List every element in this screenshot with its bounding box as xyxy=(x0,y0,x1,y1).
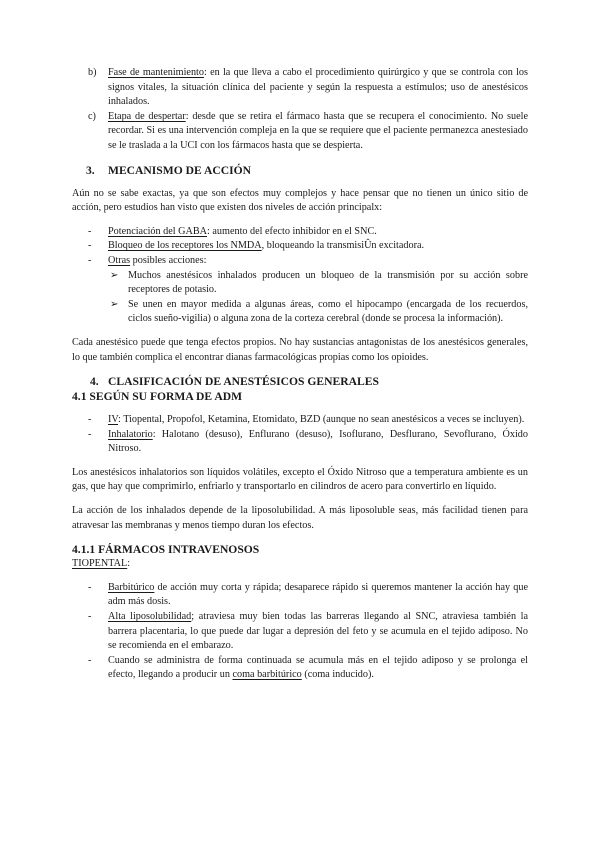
heading-text: CLASIFICACIÓN DE ANESTÉSICOS GENERALES xyxy=(108,375,379,389)
bullet-marker: - xyxy=(88,254,92,266)
bullet-text: : Halotano (desuso), Enflurano (desuso), Isoflurano, Desflurano, Sevoflurano, Óxido Nitroso. xyxy=(108,428,528,455)
bullet-item xyxy=(72,254,528,269)
bullet-text: de acción muy corta y rápida; desaparece rápido si queremos mantener la acción hay que adm más dosis. xyxy=(108,581,528,608)
list-item-text: : en la que lleva a cabo el procedimiento quirúrgico y que se controla con los signos vitales, la situación clínica del paciente y según la respuesta a estímulos; uso de anestésicos inhalados. xyxy=(108,67,528,108)
bullet-marker: - xyxy=(88,240,92,252)
bullet-item xyxy=(72,225,528,240)
bullet-text: posibles acciones: xyxy=(130,254,207,266)
bullet-item xyxy=(72,239,528,254)
document-page xyxy=(72,66,528,683)
section-4-1-heading: 4.1 SEGÚN SU FORMA DE ADM xyxy=(72,390,243,404)
bullet-item xyxy=(72,610,528,654)
bullet-text: , bloqueando la transmisiÛn excitadora. xyxy=(261,240,425,252)
sub-bullet-text: Se unen en mayor medida a algunas áreas, como el hipocampo (encargada de los recuerdos, ciclos sueño-vigilia) o alguna zona de la corteza cerebral (donde se procesa la información). xyxy=(128,298,528,325)
bullet-text: : Tiopental, Propofol, Ketamina, Etomidato, BZD (aunque no sean anestésicos a veces se incluyen). xyxy=(118,414,525,426)
bullet-text: Cuando se administra de forma continuada se acumula más en el tejido adiposo y se prolonga el efecto, llegando a producir un xyxy=(108,654,528,681)
bullet-term: IV xyxy=(108,414,118,426)
bullet-text: : aumento del efecto inhibidor en el SNC. xyxy=(207,225,377,237)
section-4-para-2: La acción de los inhalados depende de la liposolubilidad. A más liposoluble seas, más facilidad tienen para atravesar las membranas y menos tiempo duran los efectos. xyxy=(72,505,528,531)
heading-number: 4. xyxy=(90,375,99,389)
bullet-term: Barbitúrico xyxy=(108,581,155,593)
bullet-marker: - xyxy=(88,428,92,440)
bullet-term: Inhalatorio xyxy=(108,428,153,440)
section-3-intro: Aún no se sabe exactas, ya que son efectos muy complejos y hace pensar que no tienen un único sitio de acción, pero estudios han visto que existen dos niveles de acción principalx: xyxy=(72,187,528,214)
bullet-marker: - xyxy=(88,225,92,237)
arrow-bullet-icon: ➢ xyxy=(110,269,119,281)
bullet-term: coma barbitúrico xyxy=(232,669,302,681)
term-fase-mantenimiento: Fase de mantenimiento xyxy=(108,67,204,78)
term-etapa-despertar: Etapa de despertar xyxy=(108,110,186,122)
bullet-term: Potenciación del GABA xyxy=(108,225,208,237)
bullet-marker: - xyxy=(88,654,92,666)
bullet-marker: - xyxy=(88,611,92,623)
drug-name: TIOPENTAL xyxy=(72,558,128,570)
bullet-marker: - xyxy=(88,581,92,593)
bullet-item xyxy=(72,654,528,683)
bullet-marker: - xyxy=(88,414,92,426)
section-3-closing: Cada anestésico puede que tenga efectos propios. No hay sustancias antagonistas de los anestésicos generales, lo que también complica el encontrar dianas farmacológicas propias como los opioides. xyxy=(72,336,528,363)
list-marker: b) xyxy=(88,67,97,78)
sub-bullet-item xyxy=(72,269,528,298)
drug-label xyxy=(72,557,528,572)
list-item-c xyxy=(72,110,528,154)
list-item-text: : desde que se retira el fármaco hasta que se recupera el conocimiento. No suele recordar. Si es una intervención compleja en la que se requiere que el paciente permanezca anestesiado se le traslada a la UCI con los fármacos hasta que se despierta. xyxy=(108,110,528,151)
section-4-para-1: Los anestésicos inhalatorios son líquidos volátiles, excepto el Óxido Nitroso que a temperatura ambiente es un gas, que hay que comprimirlo, enfriarlo y transportarlo en cilindros de acero para convertirlo en líquido. xyxy=(72,466,528,493)
list-item-b xyxy=(72,66,528,110)
sub-bullet-text: Muchos anestésicos inhalados producen un bloqueo de la transmisión por su acción sobre receptores de potasio. xyxy=(128,269,528,296)
bullet-term: Otras xyxy=(108,254,131,266)
drug-suffix: : xyxy=(127,558,131,570)
bullet-item xyxy=(72,581,528,610)
section-4-1-1-heading: 4.1.1 FÁRMACOS INTRAVENOSOS xyxy=(72,543,260,557)
list-marker: c) xyxy=(88,110,96,122)
arrow-bullet-icon: ➢ xyxy=(110,298,119,310)
bullet-term: Bloqueo de los receptores los NMDA xyxy=(108,240,262,252)
heading-number: 3. xyxy=(86,163,95,177)
bullet-term: Alta liposolubilidad xyxy=(108,611,192,623)
bullet-item xyxy=(72,428,528,457)
section-3-heading xyxy=(72,163,528,178)
heading-text: MECANISMO DE ACCIÓN xyxy=(108,163,251,177)
bullet-text-end: (coma inducido). xyxy=(301,669,374,681)
sub-bullet-item xyxy=(72,298,528,327)
section-4-heading xyxy=(72,374,528,389)
bullet-text: ; atraviesa muy bien todas las barreras llegando al SNC, atraviesa también la barrera placentaria, lo que puede dar lugar a depresión del feto y se acumula en el tejido adiposo. No se recomienda en el embarazo. xyxy=(108,611,529,652)
bullet-item xyxy=(72,413,528,428)
